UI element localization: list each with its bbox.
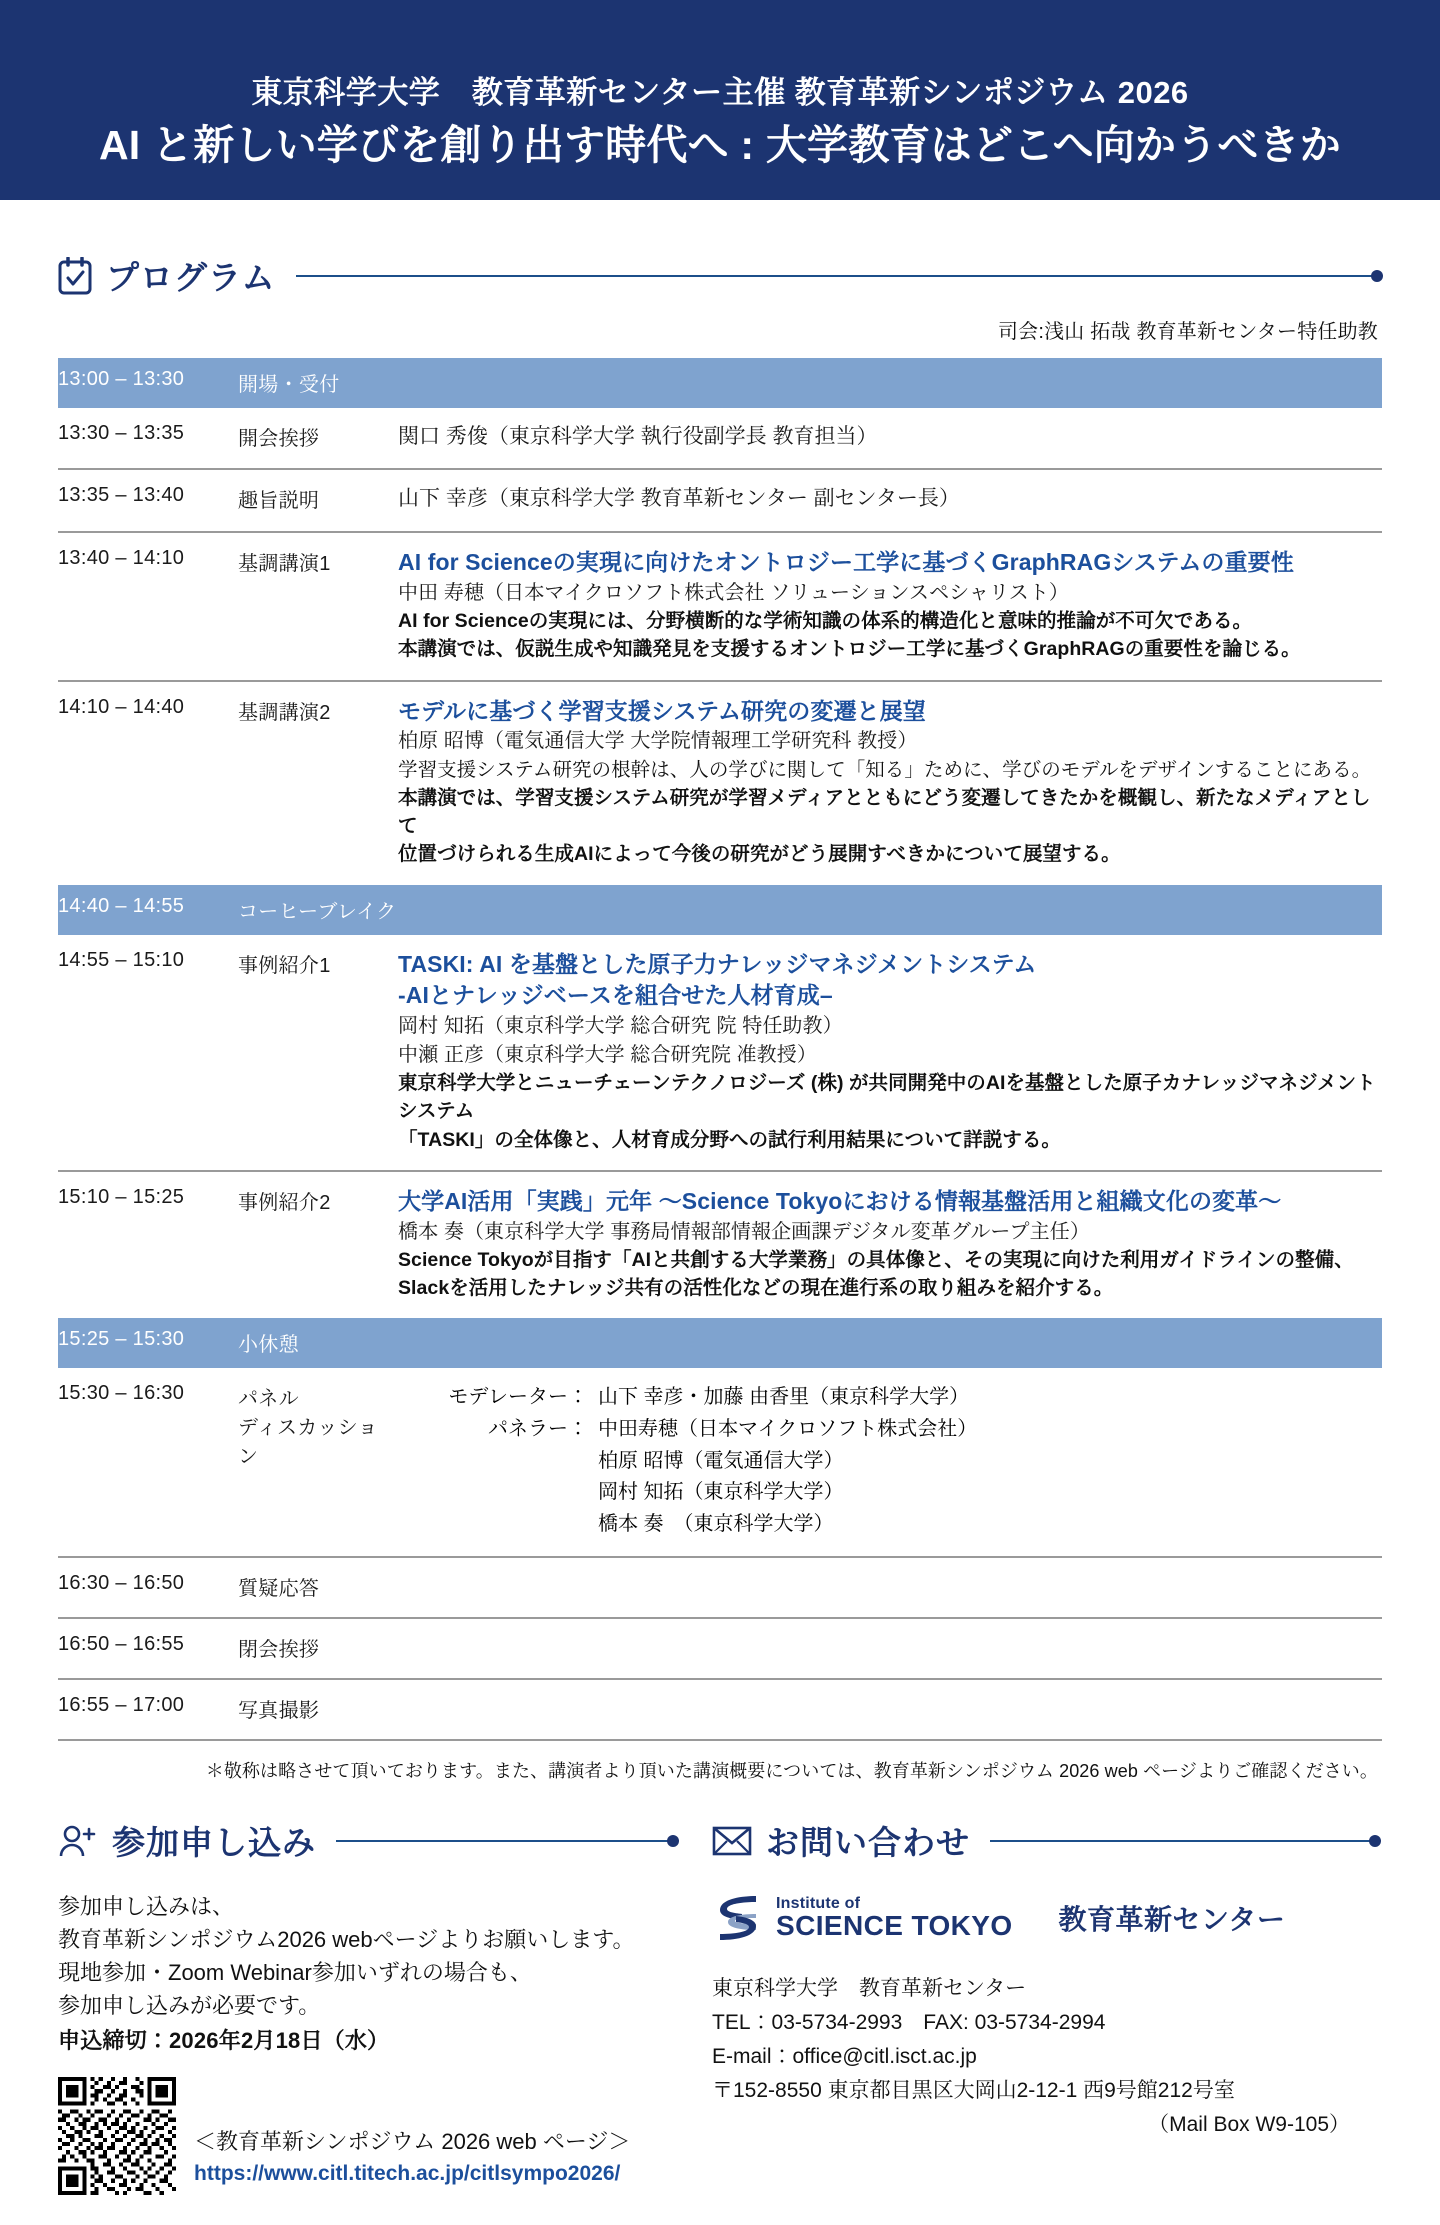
- calendar-check-icon: [58, 257, 92, 295]
- qr-code[interactable]: [58, 2077, 176, 2195]
- contact-line: 東京科学大学 教育革新センター: [712, 1977, 1027, 2001]
- logo-institute-label: Institute of: [776, 1894, 861, 1912]
- table-row: [58, 1679, 1382, 1740]
- talk-speaker: 柏原 昭博（電気通信大学 大学院情報理工学研究科 教授）: [398, 730, 918, 753]
- row-time: 16:50 – 16:55: [58, 1618, 238, 1679]
- table-row: [58, 885, 1382, 935]
- table-row: [58, 1557, 1382, 1618]
- contact-mailbox: （Mail Box W9-105）: [1148, 2113, 1350, 2137]
- program-section: [0, 200, 1440, 1783]
- registration-heading-label: 参加申し込み: [112, 1824, 316, 1862]
- registration-line: 教育革新シンポジウム2026 webページよりお願いします。: [58, 1927, 635, 1953]
- user-plus-icon: [58, 1823, 98, 1859]
- row-speaker: 山下 幸彦（東京科学大学 教育革新センター 副センター長）: [398, 469, 1382, 531]
- contact-line: TEL：03-5734-2993 FAX: 03-5734-2994: [712, 2011, 1106, 2035]
- panel-values: [588, 1382, 977, 1540]
- panel-panelist: 橋本 奏 （東京科学大学）: [598, 1512, 834, 1535]
- row-time: 15:10 – 15:25: [58, 1171, 238, 1319]
- program-moderator: 司会:浅山 拓哉 教育革新センター特任助教: [997, 321, 1378, 343]
- talk-subtitle: -AIとナレッジベースを組合せた人材育成–: [398, 982, 833, 1009]
- registration-body: [58, 1890, 678, 2057]
- banner-subtitle: 東京科学大学 教育革新センター主催 教育革新シンポジウム 2026: [251, 74, 1189, 110]
- talk-abstract-line: 本講演では、学習支援システム研究が学習メディアとともにどう変遷してきたかを概観し、新たなメディアとして: [398, 786, 1371, 838]
- table-row: [58, 532, 1382, 681]
- contact-line: E-mail：office@citl.isct.ac.jp: [712, 2045, 977, 2069]
- panel-panelist-label: パネラー：: [488, 1418, 588, 1441]
- row-kind: 閉会挨拶: [238, 1618, 1382, 1679]
- registration-line: 参加申し込みは、: [58, 1894, 235, 1920]
- panel-moderator-value: 山下 幸彦・加藤 由香里（東京科学大学）: [598, 1386, 970, 1409]
- talk-title: 大学AI活用「実践」元年 〜Science Tokyoにおける情報基盤活用と組織文化の変革〜: [398, 1187, 1282, 1214]
- row-content: [398, 532, 1382, 681]
- row-time: 13:30 – 13:35: [58, 422, 185, 444]
- row-kind: 写真撮影: [238, 1679, 1382, 1740]
- panel-panelist: 柏原 昭博（電気通信大学）: [598, 1449, 844, 1472]
- program-footnote: ＊敬称は略させて頂いております。また、講演者より頂いた講演概要については、教育革新シンポジウム 2026 web ページよりご確認ください。: [205, 1761, 1378, 1782]
- table-row: [58, 681, 1382, 885]
- table-row: [58, 1171, 1382, 1319]
- talk-abstract-line: 「TASKI」の全体像と、人材育成分野への試行利用結果について詳説する。: [398, 1128, 1061, 1151]
- program-table: [58, 358, 1382, 1741]
- program-heading: [58, 252, 1382, 299]
- talk-abstract-line: Science Tokyoが目指す「AIと共創する大学業務」の具体像と、その実現に向けた利用ガイドラインの整備、: [398, 1248, 1354, 1271]
- logo-row: [712, 1890, 1380, 1946]
- row-kind: 趣旨説明: [238, 469, 398, 531]
- row-content: [398, 935, 1382, 1171]
- row-time: 16:30 – 16:50: [58, 1557, 238, 1618]
- panel-moderator-label: モデレーター：: [448, 1386, 588, 1409]
- contact-details: [712, 1972, 1380, 2142]
- qr-caption: ＜教育革新シンポジウム 2026 web ページ＞: [194, 2128, 631, 2154]
- row-kind: 基調講演1: [238, 532, 398, 681]
- heading-rule: [296, 275, 1382, 277]
- talk-abstract-line: 学習支援システム研究の根幹は、人の学びに関して「知る」ために、学びのモデルをデザインすることにある。: [398, 758, 1372, 781]
- bottom-section: [0, 1783, 1440, 2225]
- symposium-url-link[interactable]: https://www.citl.titech.ac.jp/citlsympo2026/: [194, 2161, 621, 2185]
- talk-title: モデルに基づく学習支援システム研究の変遷と展望: [398, 697, 926, 724]
- table-row: [58, 1368, 1382, 1557]
- panel-panelist: 岡村 知拓（東京科学大学）: [598, 1481, 844, 1504]
- row-time: 14:40 – 14:55: [58, 885, 238, 935]
- registration-line: 現地参加・Zoom Webinar参加いずれの場合も、: [58, 1960, 532, 1986]
- contact-heading-label: お問い合わせ: [766, 1824, 970, 1862]
- table-row: [58, 408, 1382, 469]
- row-time: 13:00 – 13:30: [58, 358, 238, 408]
- row-content: [398, 681, 1382, 885]
- talk-title: TASKI: AI を基盤とした原子力ナレッジマネジメントシステム: [398, 950, 1037, 977]
- program-heading-label: プログラム: [106, 259, 276, 296]
- row-time: 14:55 – 15:10: [58, 948, 185, 971]
- row-kind-line: ディスカッション: [238, 1417, 378, 1469]
- row-kind: コーヒーブレイク: [238, 885, 1382, 935]
- qr-text: [194, 2125, 630, 2196]
- table-row: [58, 1318, 1382, 1368]
- talk-abstract-line: Slackを活用したナレッジ共有の活性化などの現在進行系の取り組みを紹介する。: [398, 1277, 1114, 1300]
- heading-rule: [990, 1840, 1380, 1842]
- table-row: [58, 469, 1382, 531]
- banner-title: AI と新しい学びを創り出す時代へ : 大学教育はどこへ向かうべきか: [99, 122, 1341, 168]
- qr-row: [58, 2077, 678, 2195]
- registration-deadline: 申込締切：2026年2月18日（水）: [58, 2028, 390, 2054]
- talk-abstract-line: 本講演では、仮説生成や知識発見を支援するオントロジー工学に基づくGraphRAGの重要性を論じる。: [398, 638, 1301, 661]
- panel-labels: [398, 1382, 588, 1540]
- row-kind: [238, 1368, 398, 1557]
- table-row: [58, 358, 1382, 408]
- table-row: [58, 1618, 1382, 1679]
- center-name-label: 教育革新センター: [1058, 1904, 1286, 1936]
- row-time: 14:10 – 14:40: [58, 681, 238, 885]
- talk-speaker: 岡村 知拓（東京科学大学 総合研究 院 特任助教）: [398, 1015, 843, 1038]
- heading-rule: [336, 1840, 678, 1842]
- row-time: 13:35 – 13:40: [58, 469, 238, 531]
- row-kind: 事例紹介1: [238, 954, 331, 977]
- talk-speaker: 橋本 奏（東京科学大学 事務局情報部情報企画課デジタル変革グループ主任）: [398, 1220, 1090, 1243]
- row-time: 16:55 – 17:00: [58, 1679, 238, 1740]
- row-kind: 基調講演2: [238, 681, 398, 885]
- row-content: [398, 1171, 1382, 1319]
- row-kind: 開場・受付: [238, 358, 1382, 408]
- contact-section: [712, 1817, 1380, 2195]
- talk-abstract-line: 東京科学大学とニューチェーンテクノロジーズ (株) が共同開発中のAIを基盤とした原子カナレッジマネジメントシステム: [398, 1071, 1376, 1123]
- row-time: 15:30 – 16:30: [58, 1382, 185, 1405]
- talk-abstract-line: 位置づけられる生成AIによって今後の研究がどう展開すべきかについて展望する。: [398, 843, 1121, 866]
- panel-panelist: 中田寿穂（日本マイクロソフト株式会社）: [598, 1418, 978, 1441]
- table-row: [58, 935, 1382, 1171]
- row-kind: 質疑応答: [238, 1557, 1382, 1618]
- row-time: 15:25 – 15:30: [58, 1318, 238, 1368]
- science-tokyo-logo: [712, 1890, 1013, 1946]
- talk-abstract-line: AI for Scienceの実現には、分野横断的な学術知識の体系的構造化と意味的推論が不可欠である。: [398, 610, 1253, 632]
- envelope-icon: [712, 1825, 752, 1857]
- row-time: 13:40 – 14:10: [58, 532, 238, 681]
- row-content: [398, 1368, 1382, 1557]
- header-banner: [0, 0, 1440, 200]
- talk-speaker: 中瀬 正彦（東京科学大学 総合研究院 准教授）: [398, 1043, 817, 1066]
- registration-heading: [58, 1817, 678, 1864]
- logo-name-label: SCIENCE TOKYO: [776, 1910, 1013, 1942]
- registration-section: [58, 1817, 678, 2195]
- row-kind: 事例紹介2: [238, 1171, 398, 1319]
- talk-title: AI for Scienceの実現に向けたオントロジー工学に基づくGraphRAGシステムの重要性: [398, 548, 1294, 575]
- registration-line: 参加申し込みが必要です。: [58, 1993, 321, 2019]
- talk-speaker: 中田 寿穂（日本マイクロソフト株式会社 ソリューションスペシャリスト）: [398, 581, 1070, 604]
- contact-line: 〒152-8550 東京都目黒区大岡山2-12-1 西9号館212号室: [712, 2079, 1235, 2103]
- row-kind-line: パネル: [238, 1388, 299, 1411]
- row-kind: 開会挨拶: [238, 428, 320, 450]
- row-speaker: 関口 秀俊（東京科学大学 執行役副学長 教育担当）: [398, 425, 878, 448]
- row-kind: 小休憩: [238, 1318, 1382, 1368]
- contact-heading: [712, 1817, 1380, 1864]
